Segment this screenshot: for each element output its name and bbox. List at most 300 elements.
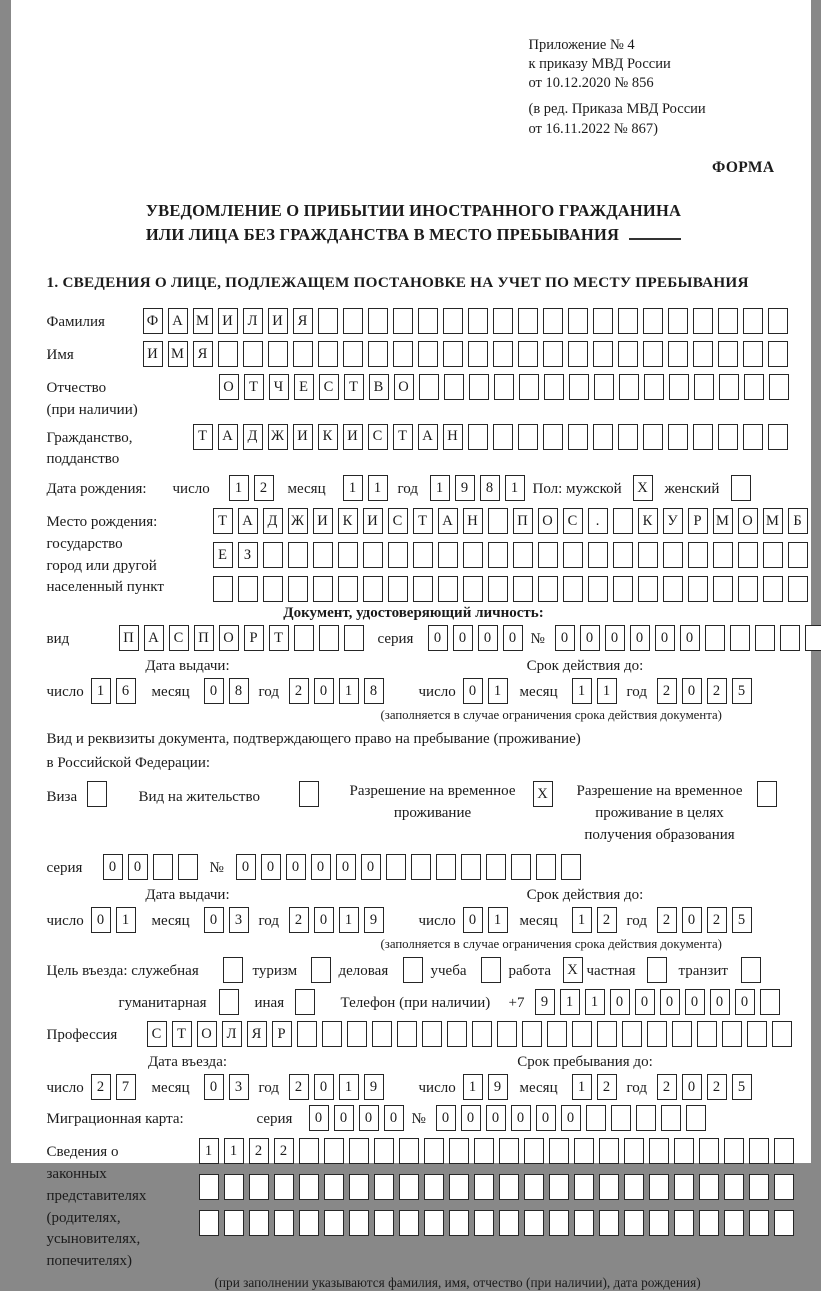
migration-series-grid[interactable] (309, 1105, 404, 1131)
char-cell[interactable] (469, 374, 489, 400)
char-cell[interactable] (718, 308, 738, 334)
char-cell[interactable]: 2 (707, 678, 727, 704)
char-cell[interactable]: 5 (732, 907, 752, 933)
char-cell[interactable] (178, 854, 198, 880)
char-cell[interactable] (543, 308, 563, 334)
char-cell[interactable]: К (338, 508, 358, 534)
char-cell[interactable]: К (638, 508, 658, 534)
valid2-year-grid[interactable] (657, 907, 752, 933)
char-cell[interactable] (449, 1210, 469, 1236)
entry-year-grid[interactable] (289, 1074, 384, 1100)
char-cell[interactable] (461, 854, 481, 880)
char-cell[interactable]: С (368, 424, 388, 450)
char-cell[interactable] (349, 1174, 369, 1200)
char-cell[interactable]: 1 (339, 907, 359, 933)
char-cell[interactable]: О (738, 508, 758, 534)
char-cell[interactable] (549, 1138, 569, 1164)
char-cell[interactable] (768, 308, 788, 334)
visa-checkbox[interactable] (87, 781, 107, 807)
char-cell[interactable] (674, 1174, 694, 1200)
char-cell[interactable] (299, 1210, 319, 1236)
char-cell[interactable]: Ж (288, 508, 308, 534)
char-cell[interactable]: 9 (535, 989, 555, 1015)
char-cell[interactable]: 0 (91, 907, 111, 933)
doc-series-grid[interactable] (428, 625, 523, 651)
char-cell[interactable] (263, 542, 283, 568)
char-cell[interactable] (424, 1174, 444, 1200)
char-cell[interactable]: 9 (455, 475, 475, 501)
representatives-grid-1[interactable] (199, 1138, 794, 1164)
char-cell[interactable]: 9 (364, 1074, 384, 1100)
char-cell[interactable] (386, 854, 406, 880)
char-cell[interactable] (444, 374, 464, 400)
char-cell[interactable]: И (218, 308, 238, 334)
char-cell[interactable] (638, 542, 658, 568)
char-cell[interactable] (199, 1174, 219, 1200)
char-cell[interactable]: 1 (488, 678, 508, 704)
char-cell[interactable] (713, 576, 733, 602)
char-cell[interactable] (774, 1210, 794, 1236)
char-cell[interactable] (611, 1105, 631, 1131)
char-cell[interactable] (561, 854, 581, 880)
char-cell[interactable] (463, 542, 483, 568)
char-cell[interactable]: 2 (707, 1074, 727, 1100)
char-cell[interactable] (263, 576, 283, 602)
char-cell[interactable]: 0 (486, 1105, 506, 1131)
char-cell[interactable] (624, 1174, 644, 1200)
char-cell[interactable]: И (293, 424, 313, 450)
char-cell[interactable] (344, 625, 364, 651)
char-cell[interactable] (313, 542, 333, 568)
char-cell[interactable]: 1 (224, 1138, 244, 1164)
char-cell[interactable] (594, 374, 614, 400)
char-cell[interactable] (349, 1210, 369, 1236)
char-cell[interactable] (536, 854, 556, 880)
char-cell[interactable] (760, 989, 780, 1015)
char-cell[interactable]: 1 (368, 475, 388, 501)
char-cell[interactable]: 9 (488, 1074, 508, 1100)
char-cell[interactable] (313, 576, 333, 602)
char-cell[interactable]: С (563, 508, 583, 534)
char-cell[interactable]: 1 (585, 989, 605, 1015)
char-cell[interactable] (413, 576, 433, 602)
char-cell[interactable]: С (319, 374, 339, 400)
char-cell[interactable] (549, 1210, 569, 1236)
char-cell[interactable] (693, 341, 713, 367)
char-cell[interactable] (219, 989, 239, 1015)
char-cell[interactable] (297, 1021, 317, 1047)
char-cell[interactable]: 9 (364, 907, 384, 933)
char-cell[interactable] (443, 308, 463, 334)
char-cell[interactable]: 1 (572, 1074, 592, 1100)
purpose-study-checkbox[interactable] (481, 957, 501, 983)
char-cell[interactable]: 0 (453, 625, 473, 651)
representatives-grid-3[interactable] (199, 1210, 794, 1236)
char-cell[interactable]: Т (213, 508, 233, 534)
char-cell[interactable]: О (538, 508, 558, 534)
char-cell[interactable] (388, 542, 408, 568)
char-cell[interactable]: Ж (268, 424, 288, 450)
char-cell[interactable]: 1 (597, 678, 617, 704)
char-cell[interactable] (649, 1210, 669, 1236)
char-cell[interactable] (688, 542, 708, 568)
char-cell[interactable] (518, 341, 538, 367)
char-cell[interactable]: С (169, 625, 189, 651)
char-cell[interactable] (686, 1105, 706, 1131)
char-cell[interactable]: 0 (710, 989, 730, 1015)
char-cell[interactable]: 0 (630, 625, 650, 651)
char-cell[interactable] (649, 1174, 669, 1200)
char-cell[interactable] (274, 1174, 294, 1200)
char-cell[interactable] (249, 1210, 269, 1236)
char-cell[interactable]: С (147, 1021, 167, 1047)
char-cell[interactable] (363, 542, 383, 568)
char-cell[interactable] (722, 1021, 742, 1047)
char-cell[interactable] (674, 1138, 694, 1164)
char-cell[interactable]: Т (193, 424, 213, 450)
char-cell[interactable]: 0 (204, 907, 224, 933)
issue2-year-grid[interactable] (289, 907, 384, 933)
char-cell[interactable]: 0 (359, 1105, 379, 1131)
char-cell[interactable]: П (513, 508, 533, 534)
char-cell[interactable] (613, 576, 633, 602)
char-cell[interactable] (572, 1021, 592, 1047)
char-cell[interactable] (393, 308, 413, 334)
char-cell[interactable] (713, 542, 733, 568)
char-cell[interactable] (663, 576, 683, 602)
char-cell[interactable] (486, 854, 506, 880)
char-cell[interactable] (599, 1210, 619, 1236)
valid1-year-grid[interactable] (657, 678, 752, 704)
char-cell[interactable] (669, 374, 689, 400)
char-cell[interactable] (668, 308, 688, 334)
char-cell[interactable]: Т (269, 625, 289, 651)
char-cell[interactable] (318, 341, 338, 367)
char-cell[interactable] (747, 1021, 767, 1047)
char-cell[interactable]: 0 (384, 1105, 404, 1131)
char-cell[interactable]: О (219, 374, 239, 400)
char-cell[interactable] (697, 1021, 717, 1047)
char-cell[interactable]: 0 (314, 678, 334, 704)
char-cell[interactable] (763, 576, 783, 602)
char-cell[interactable]: 6 (116, 678, 136, 704)
issue1-year-grid[interactable] (289, 678, 384, 704)
char-cell[interactable] (663, 542, 683, 568)
char-cell[interactable] (593, 424, 613, 450)
char-cell[interactable] (299, 781, 319, 807)
char-cell[interactable] (318, 308, 338, 334)
char-cell[interactable] (547, 1021, 567, 1047)
char-cell[interactable]: 0 (605, 625, 625, 651)
char-cell[interactable] (447, 1021, 467, 1047)
char-cell[interactable]: Т (244, 374, 264, 400)
issue1-month-grid[interactable] (204, 678, 249, 704)
char-cell[interactable] (597, 1021, 617, 1047)
char-cell[interactable] (274, 1210, 294, 1236)
char-cell[interactable]: Р (688, 508, 708, 534)
char-cell[interactable]: 0 (463, 907, 483, 933)
char-cell[interactable]: 1 (505, 475, 525, 501)
char-cell[interactable] (299, 1138, 319, 1164)
valid2-day-grid[interactable] (463, 907, 508, 933)
char-cell[interactable] (643, 341, 663, 367)
char-cell[interactable] (474, 1174, 494, 1200)
char-cell[interactable]: 1 (91, 678, 111, 704)
char-cell[interactable] (724, 1210, 744, 1236)
char-cell[interactable] (511, 854, 531, 880)
char-cell[interactable]: 2 (657, 678, 677, 704)
char-cell[interactable] (599, 1174, 619, 1200)
char-cell[interactable]: 2 (597, 1074, 617, 1100)
char-cell[interactable]: 2 (597, 907, 617, 933)
char-cell[interactable]: Т (393, 424, 413, 450)
char-cell[interactable] (772, 1021, 792, 1047)
char-cell[interactable] (374, 1174, 394, 1200)
char-cell[interactable] (524, 1174, 544, 1200)
char-cell[interactable]: 8 (480, 475, 500, 501)
char-cell[interactable] (213, 576, 233, 602)
char-cell[interactable] (668, 424, 688, 450)
char-cell[interactable]: С (388, 508, 408, 534)
char-cell[interactable]: А (438, 508, 458, 534)
char-cell[interactable] (349, 1138, 369, 1164)
char-cell[interactable]: X (633, 475, 653, 501)
name-grid[interactable] (143, 341, 788, 367)
char-cell[interactable]: 0 (428, 625, 448, 651)
char-cell[interactable]: К (318, 424, 338, 450)
char-cell[interactable] (613, 542, 633, 568)
permit-number-grid[interactable] (236, 854, 581, 880)
char-cell[interactable] (372, 1021, 392, 1047)
char-cell[interactable] (443, 341, 463, 367)
char-cell[interactable] (780, 625, 800, 651)
char-cell[interactable]: 1 (430, 475, 450, 501)
char-cell[interactable]: 8 (364, 678, 384, 704)
char-cell[interactable]: 0 (561, 1105, 581, 1131)
char-cell[interactable] (399, 1210, 419, 1236)
char-cell[interactable]: 2 (289, 1074, 309, 1100)
purpose-humanitarian-checkbox[interactable] (219, 989, 239, 1015)
char-cell[interactable]: Д (263, 508, 283, 534)
char-cell[interactable] (694, 374, 714, 400)
char-cell[interactable]: 0 (682, 678, 702, 704)
char-cell[interactable]: 0 (610, 989, 630, 1015)
char-cell[interactable]: Е (213, 542, 233, 568)
char-cell[interactable]: 2 (289, 907, 309, 933)
char-cell[interactable] (363, 576, 383, 602)
char-cell[interactable] (324, 1210, 344, 1236)
char-cell[interactable] (493, 424, 513, 450)
char-cell[interactable] (522, 1021, 542, 1047)
char-cell[interactable]: 0 (361, 854, 381, 880)
char-cell[interactable] (481, 957, 501, 983)
char-cell[interactable] (499, 1210, 519, 1236)
char-cell[interactable] (538, 542, 558, 568)
issue2-month-grid[interactable] (204, 907, 249, 933)
char-cell[interactable] (618, 341, 638, 367)
char-cell[interactable] (343, 341, 363, 367)
valid2-month-grid[interactable] (572, 907, 617, 933)
char-cell[interactable] (693, 308, 713, 334)
char-cell[interactable] (749, 1210, 769, 1236)
stay-day-grid[interactable] (463, 1074, 508, 1100)
char-cell[interactable] (661, 1105, 681, 1131)
char-cell[interactable] (418, 308, 438, 334)
char-cell[interactable] (672, 1021, 692, 1047)
char-cell[interactable]: 0 (685, 989, 705, 1015)
char-cell[interactable]: 2 (707, 907, 727, 933)
char-cell[interactable] (488, 576, 508, 602)
char-cell[interactable] (618, 308, 638, 334)
temp-residence-checkbox[interactable] (533, 781, 553, 807)
char-cell[interactable]: 1 (199, 1138, 219, 1164)
issue2-day-grid[interactable] (91, 907, 136, 933)
char-cell[interactable] (153, 854, 173, 880)
char-cell[interactable] (518, 424, 538, 450)
char-cell[interactable]: И (343, 424, 363, 450)
char-cell[interactable]: 1 (343, 475, 363, 501)
char-cell[interactable]: Т (344, 374, 364, 400)
char-cell[interactable]: М (713, 508, 733, 534)
char-cell[interactable] (438, 576, 458, 602)
char-cell[interactable] (513, 542, 533, 568)
char-cell[interactable] (243, 341, 263, 367)
patronymic-grid[interactable] (219, 374, 789, 400)
char-cell[interactable] (419, 374, 439, 400)
char-cell[interactable] (718, 424, 738, 450)
char-cell[interactable] (619, 374, 639, 400)
char-cell[interactable] (468, 341, 488, 367)
char-cell[interactable]: 0 (660, 989, 680, 1015)
char-cell[interactable] (418, 341, 438, 367)
char-cell[interactable] (324, 1174, 344, 1200)
char-cell[interactable] (563, 542, 583, 568)
char-cell[interactable]: 1 (488, 907, 508, 933)
char-cell[interactable] (763, 542, 783, 568)
char-cell[interactable]: Р (244, 625, 264, 651)
char-cell[interactable] (449, 1138, 469, 1164)
char-cell[interactable] (403, 957, 423, 983)
char-cell[interactable] (513, 576, 533, 602)
char-cell[interactable]: 0 (103, 854, 123, 880)
char-cell[interactable]: 1 (560, 989, 580, 1015)
char-cell[interactable]: И (143, 341, 163, 367)
char-cell[interactable]: И (313, 508, 333, 534)
char-cell[interactable] (397, 1021, 417, 1047)
char-cell[interactable]: О (219, 625, 239, 651)
char-cell[interactable] (299, 1174, 319, 1200)
char-cell[interactable]: 0 (463, 678, 483, 704)
char-cell[interactable]: Ч (269, 374, 289, 400)
valid1-month-grid[interactable] (572, 678, 617, 704)
char-cell[interactable] (518, 308, 538, 334)
char-cell[interactable] (436, 854, 456, 880)
char-cell[interactable]: П (119, 625, 139, 651)
char-cell[interactable] (719, 374, 739, 400)
char-cell[interactable] (543, 424, 563, 450)
char-cell[interactable]: 0 (314, 1074, 334, 1100)
char-cell[interactable] (788, 576, 808, 602)
char-cell[interactable] (413, 542, 433, 568)
char-cell[interactable] (249, 1174, 269, 1200)
char-cell[interactable]: X (563, 957, 583, 983)
char-cell[interactable] (388, 576, 408, 602)
birthplace-grid-2[interactable] (213, 542, 808, 568)
char-cell[interactable]: 0 (204, 1074, 224, 1100)
representatives-grid-2[interactable] (199, 1174, 794, 1200)
char-cell[interactable]: 0 (635, 989, 655, 1015)
char-cell[interactable]: У (663, 508, 683, 534)
char-cell[interactable]: М (168, 341, 188, 367)
char-cell[interactable]: З (238, 542, 258, 568)
char-cell[interactable]: Я (293, 308, 313, 334)
entry-month-grid[interactable] (204, 1074, 249, 1100)
char-cell[interactable]: Ф (143, 308, 163, 334)
char-cell[interactable] (538, 576, 558, 602)
char-cell[interactable] (199, 1210, 219, 1236)
char-cell[interactable] (338, 576, 358, 602)
char-cell[interactable]: 0 (555, 625, 575, 651)
char-cell[interactable] (699, 1210, 719, 1236)
char-cell[interactable]: А (218, 424, 238, 450)
char-cell[interactable] (769, 374, 789, 400)
char-cell[interactable] (705, 625, 725, 651)
char-cell[interactable]: 2 (274, 1138, 294, 1164)
phone-grid[interactable] (535, 989, 780, 1015)
char-cell[interactable]: А (418, 424, 438, 450)
birth-month-grid[interactable] (343, 475, 388, 501)
char-cell[interactable]: Б (788, 508, 808, 534)
char-cell[interactable]: П (194, 625, 214, 651)
char-cell[interactable] (87, 781, 107, 807)
char-cell[interactable] (268, 341, 288, 367)
char-cell[interactable]: 0 (682, 907, 702, 933)
char-cell[interactable] (488, 542, 508, 568)
char-cell[interactable] (288, 576, 308, 602)
char-cell[interactable] (494, 374, 514, 400)
char-cell[interactable] (593, 341, 613, 367)
char-cell[interactable] (731, 475, 751, 501)
char-cell[interactable]: 0 (236, 854, 256, 880)
purpose-business-checkbox[interactable] (403, 957, 423, 983)
char-cell[interactable]: 7 (116, 1074, 136, 1100)
char-cell[interactable] (543, 341, 563, 367)
char-cell[interactable] (224, 1174, 244, 1200)
char-cell[interactable]: 0 (536, 1105, 556, 1131)
surname-grid[interactable] (143, 308, 788, 334)
char-cell[interactable] (730, 625, 750, 651)
char-cell[interactable] (588, 542, 608, 568)
profession-grid[interactable] (147, 1021, 792, 1047)
char-cell[interactable]: О (394, 374, 414, 400)
entry-day-grid[interactable] (91, 1074, 136, 1100)
char-cell[interactable] (574, 1174, 594, 1200)
char-cell[interactable] (399, 1174, 419, 1200)
char-cell[interactable] (586, 1105, 606, 1131)
char-cell[interactable] (805, 625, 821, 651)
char-cell[interactable]: 0 (309, 1105, 329, 1131)
char-cell[interactable] (474, 1210, 494, 1236)
citizenship-grid[interactable] (193, 424, 788, 450)
char-cell[interactable]: Я (193, 341, 213, 367)
char-cell[interactable]: Р (272, 1021, 292, 1047)
char-cell[interactable]: 5 (732, 678, 752, 704)
char-cell[interactable]: О (197, 1021, 217, 1047)
sex-male-checkbox[interactable] (633, 475, 653, 501)
char-cell[interactable] (463, 576, 483, 602)
char-cell[interactable] (368, 308, 388, 334)
char-cell[interactable] (374, 1210, 394, 1236)
